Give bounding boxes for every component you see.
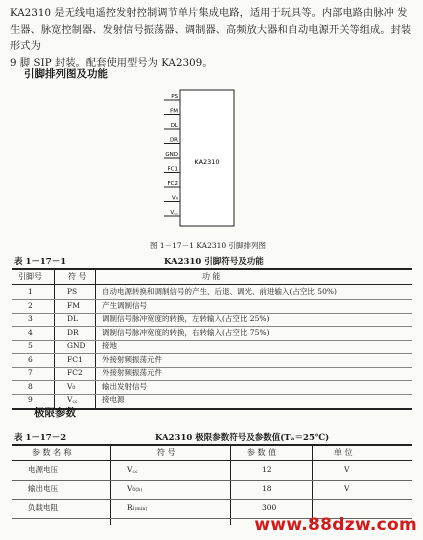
table1-row-9-col-1: 9 <box>28 395 33 404</box>
table1-row-5-col-3: 接地 <box>102 341 117 350</box>
pin-label-6: FC1 <box>167 166 178 173</box>
table2-row-3-col-2: Rₗ₍ₘᵢₙ₎ <box>127 503 148 512</box>
table1-row-8-col-1: 8 <box>28 381 33 391</box>
pin-label-7: FC2 <box>167 181 178 187</box>
table2-row-3-col-3: 300 <box>262 503 277 512</box>
table1-row-3-col-3: 调制信号脉冲宽度的转换，左转输入(占空比 25%) <box>102 314 270 323</box>
table1-row-2-col-2: FM <box>67 300 80 310</box>
table1-row-7-col-1: 7 <box>28 368 33 377</box>
table2-row-3-col-1: 负载电阻 <box>28 503 58 512</box>
table1-row-9-col-2: V꜀꜀ <box>67 395 78 404</box>
pin-label-1: PS <box>171 94 178 100</box>
table1-row-7-col-3: 外接射频振荡元件 <box>102 368 162 377</box>
section-title-limits: 极限参数 <box>34 407 76 419</box>
table2-row-1-col-2: V꜀꜀ <box>127 465 138 474</box>
table1-row-4-col-3: 调制信号脉冲宽度的转换，右转输入(占空比 75%) <box>102 327 270 337</box>
pin-label-4: DR <box>169 137 178 144</box>
table1-row-3-col-1: 3 <box>28 314 33 323</box>
table2-header-symbol: 符 号 <box>157 448 176 457</box>
table1-row-6-col-1: 6 <box>28 354 33 364</box>
table1-row-6-col-3: 外接射频振荡元件 <box>102 354 162 364</box>
table2-header-unit: 单 位 <box>334 448 353 457</box>
table1-row-4-col-1: 4 <box>28 327 33 337</box>
pin-label-2: FM <box>170 108 178 115</box>
table1-row-1-col-1: 1 <box>28 287 33 296</box>
table2-header-value: 参 数 值 <box>247 448 277 457</box>
table1-label: 表 1－17－1 <box>14 257 67 267</box>
table2-row-1-col-3: 12 <box>262 465 272 474</box>
watermark: www.88dzw.com <box>254 515 417 535</box>
table1-row-9-col-3: 接电源 <box>102 395 125 404</box>
table1-header-symbol: 符 号 <box>68 272 87 281</box>
table1-row-2-col-3: 产生调制信号 <box>102 300 147 310</box>
table1-row-3-col-2: DL <box>67 314 78 323</box>
intro-line-1: KA2310 是无线电遥控发射控制调节单片集成电路，适用于玩具等。内部电路由脉冲 发 <box>10 8 408 19</box>
table1-header-function: 功 能 <box>202 272 221 281</box>
table1-row-2-col-1: 2 <box>28 300 33 310</box>
table1-row-7-col-2: FC2 <box>67 368 83 377</box>
table2-label: 表 1－17－2 <box>14 433 67 443</box>
table2-row-2-col-4: V <box>344 484 350 493</box>
table2-row-2-col-2: V₀₍ₕ₎ <box>127 484 143 493</box>
pin-label-3: DL <box>170 123 178 129</box>
diagram-caption: 图 1－17－1 KA2310 引脚排列图 <box>150 241 267 250</box>
table1 <box>12 268 412 418</box>
table1-title: KA2310 引脚符号及功能 <box>164 257 264 267</box>
intro-line-3: 9 脚 SIP 封装。配套使用型号为 KA2309。 <box>10 57 213 69</box>
table2-row-2-col-3: 18 <box>262 484 272 493</box>
table2-header-name: 参 数 名 称 <box>32 448 72 457</box>
table2-title: KA2310 极限参数符号及参数值(Tₐ＝25℃) <box>155 433 330 443</box>
table1-row-5-col-2: GND <box>67 341 86 350</box>
table1-header-pin: 引脚号 <box>18 272 42 281</box>
intro-line-2: 生器、脉宽控制器、发射信号振荡器、调制器、高频放大器和自动电源开关等组成。封装形式为 <box>10 24 412 52</box>
section-title-pinout: 引脚排列图及功能 <box>24 68 108 80</box>
table2-row-2-col-1: 输出电压 <box>28 484 58 493</box>
table1-row-5-col-1: 5 <box>28 341 33 350</box>
pin-label-8: V₀ <box>172 195 178 202</box>
table1-row-4-col-2: DR <box>67 327 79 337</box>
table2-row-1-col-1: 电源电压 <box>28 465 58 474</box>
table1-row-6-col-2: FC1 <box>67 354 83 364</box>
table1-row-1-col-3: 自动电源转换和调制信号的产生、后退、调光、前进输入(占空比 50%) <box>102 287 337 296</box>
pin-label-9: V꜀꜀ <box>170 210 178 216</box>
chip-label: KA2310 <box>194 158 220 166</box>
table1-row-8-col-3: 输出发射信号 <box>102 381 147 391</box>
table1-row-1-col-2: PS <box>67 287 78 296</box>
pin-label-5: GND <box>165 152 178 158</box>
table2-row-1-col-4: V <box>344 465 350 474</box>
table1-row-8-col-2: V₀ <box>67 381 76 391</box>
